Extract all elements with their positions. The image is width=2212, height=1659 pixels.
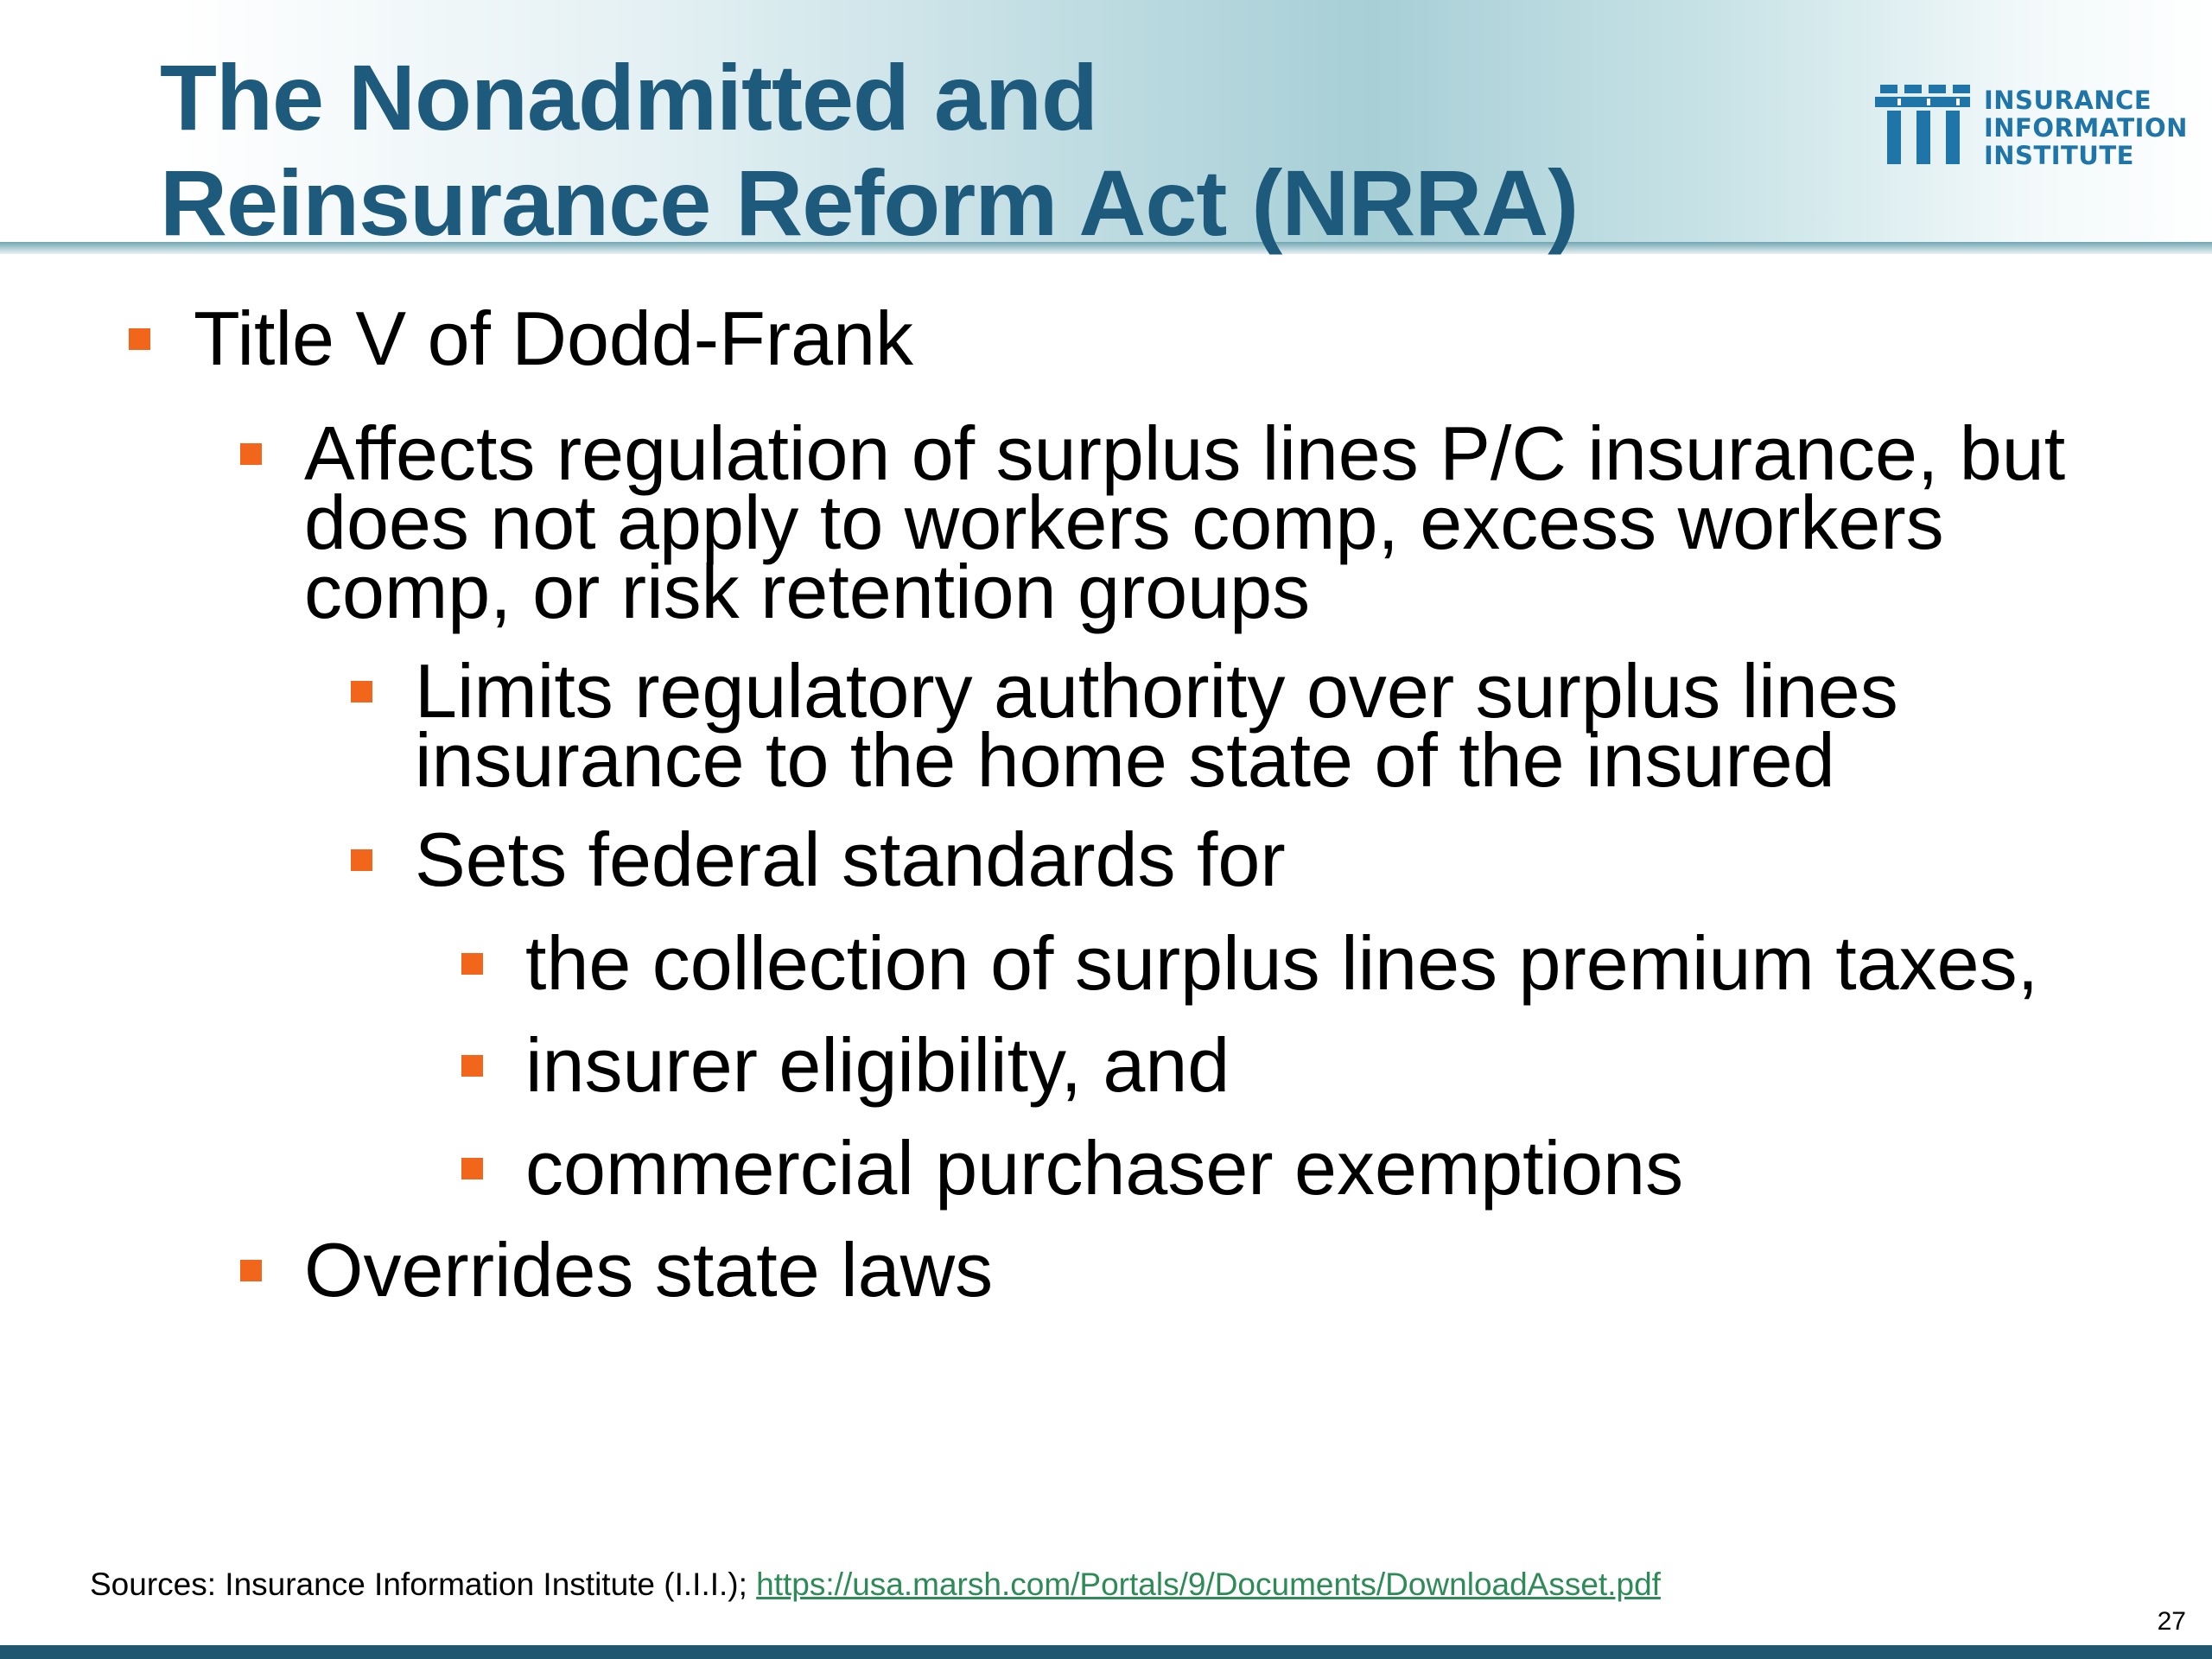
bullet-item	[525, 1022, 1230, 1108]
footer-bar	[0, 1645, 2212, 1659]
bullet-item	[525, 920, 2039, 1006]
bullet-item	[304, 410, 2066, 634]
source-link[interactable]: https://usa.marsh.com/Portals/9/Documents/DownloadAsset.pdf	[756, 1567, 1661, 1602]
bullet-marker-icon	[461, 953, 483, 975]
logo-line-3: INSTITUTE	[1984, 141, 2134, 170]
bullet-marker-icon	[461, 1055, 483, 1077]
bullet-item	[415, 817, 1286, 902]
bullet-marker-icon	[240, 443, 262, 465]
source-citation	[90, 1567, 1661, 1603]
bullet-item	[304, 1227, 994, 1313]
bullet-item	[194, 296, 914, 381]
bullet-marker-icon	[129, 328, 150, 350]
bullet-item	[415, 648, 1898, 803]
bullet-text: Affects regulation of surplus lines P/C insurance, but does not apply to workers comp, excess workers comp, or risk retention groups	[304, 410, 2066, 634]
bullet-item	[525, 1125, 1684, 1211]
bullet-text: Limits regulatory authority over surplus lines insurance to the home state of the insured	[415, 648, 1898, 803]
bullet-text: Title V of Dodd-Frank	[194, 296, 914, 381]
source-prefix: Sources: Insurance Information Institute (I.I.I.);	[90, 1567, 757, 1602]
bullet-marker-icon	[461, 1158, 483, 1179]
logo-line-2: INFORMATION	[1984, 113, 2188, 143]
page-number: 27	[2157, 1607, 2186, 1636]
slide-title-line-2: Reinsurance Reform Act (NRRA)	[160, 150, 1579, 255]
bullet-text: Overrides state laws	[304, 1227, 994, 1313]
slide-title-line-1: The Nonadmitted and	[160, 45, 1097, 149]
bullet-text: Sets federal standards for	[415, 817, 1286, 902]
bullet-text: the collection of surplus lines premium taxes,	[525, 920, 2039, 1006]
bullet-marker-icon	[351, 681, 372, 702]
bullet-marker-icon	[240, 1260, 262, 1281]
logo-line-1: INSURANCE	[1984, 86, 2152, 115]
bullet-text: insurer eligibility, and	[525, 1022, 1230, 1108]
bullet-text: commercial purchaser exemptions	[525, 1125, 1684, 1211]
bullet-marker-icon	[351, 849, 372, 871]
